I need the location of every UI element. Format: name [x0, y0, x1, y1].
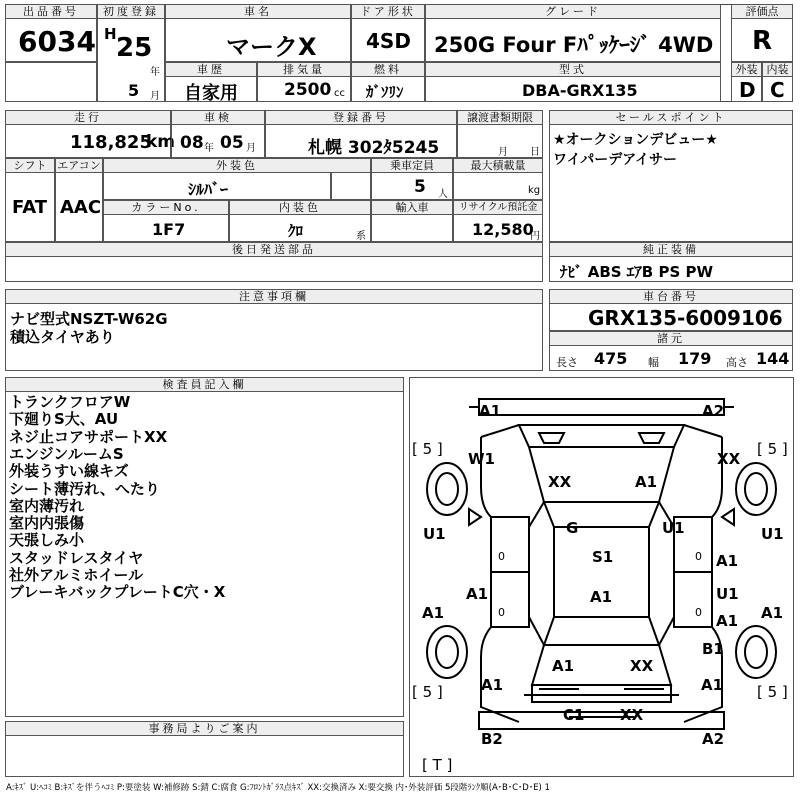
inspector-note-10: スタッドレスタイヤ — [9, 548, 144, 567]
color-no-value: 1F7 — [152, 220, 186, 239]
mark-w1: W1 — [468, 450, 495, 468]
score-cell — [731, 18, 793, 62]
mark-a1-roof: A1 — [590, 588, 613, 606]
dims-header: 諸元 — [549, 331, 793, 346]
score-header: 評価点 — [731, 4, 793, 19]
car-name-value: マークX — [226, 33, 317, 61]
first-reg-header: 初度登録 — [97, 4, 165, 19]
sales-point-cell — [549, 124, 793, 242]
fuel-value: ｶﾞｿﾘﾝ — [366, 83, 404, 101]
ext-score-cell — [731, 76, 762, 102]
inspector-note-8: 室内内張傷 — [9, 514, 85, 533]
shift-cell — [5, 172, 55, 242]
later-parts-header: 後日発送部品 — [5, 242, 543, 257]
chassis-cell — [549, 303, 793, 331]
first-reg-cell — [97, 18, 165, 102]
month-unit: 月 — [150, 91, 160, 102]
car-diagram — [409, 377, 794, 777]
shift-value: FAT — [12, 197, 48, 218]
lot-no-header: 出品番号 — [5, 4, 97, 19]
kg-unit: kg — [528, 185, 541, 196]
mark-xx-trunk: XX — [630, 657, 654, 675]
car-name-cell — [165, 18, 351, 62]
equipment-value: ﾅﾋﾞ ABS ｴｱB PS PW — [560, 263, 714, 281]
ac-cell — [55, 172, 103, 242]
width-label: 幅 — [648, 356, 659, 369]
plate-value: 札幌 302ﾀ5245 — [308, 138, 440, 158]
mark-c1: C1 — [563, 706, 585, 724]
mark-tire-rr: [ 5 ] — [757, 683, 788, 701]
history-value: 自家用 — [184, 83, 238, 104]
mark-a1-rdoor: A1 — [716, 612, 739, 630]
model-type-header: 型式 — [425, 62, 721, 77]
inspector-cell — [5, 391, 404, 717]
capacity-value: 5 — [414, 177, 426, 197]
mark-a1-top-left: A1 — [479, 402, 502, 420]
int-score-header: 内装 — [762, 62, 793, 77]
height-label: 高さ — [726, 356, 748, 369]
mark-zero-l1: 0 — [498, 550, 505, 563]
mileage-value: 118,825 — [70, 132, 152, 153]
mark-zero-r2: 0 — [695, 606, 702, 619]
kei-unit: 系 — [356, 231, 366, 242]
door-header: ドア形状 — [351, 4, 425, 19]
mileage-cell — [5, 124, 176, 158]
mark-xx-fr: XX — [717, 450, 741, 468]
insp-month-unit: 月 — [246, 143, 256, 154]
note-line-1: ナビ型式NSZT-W62G — [10, 310, 168, 328]
door-cell — [351, 18, 425, 62]
history-header: 車歴 — [165, 62, 257, 77]
km-unit: km — [146, 132, 176, 152]
grade-header: グレード — [425, 4, 721, 19]
history-cell — [165, 76, 257, 102]
mark-zero-l2: 0 — [498, 606, 505, 619]
int-color-value: ｸﾛ — [288, 222, 304, 240]
recycle-header: リサイクル預託金 — [453, 200, 543, 215]
fuel-header: 燃料 — [351, 62, 425, 77]
mileage-header: 走行 — [5, 110, 171, 125]
mark-a1-lq: A1 — [481, 676, 504, 694]
month-value: 5 — [128, 81, 140, 100]
width-value: 179 — [678, 349, 712, 368]
sales-point-1: ★オークションデビュー★ — [553, 132, 718, 148]
inspector-note-11: 社外アルミホイール — [9, 566, 144, 584]
mark-a1-rq: A1 — [701, 676, 724, 694]
grade-value: 250G Four Fﾊﾟｯｹｰｼﾞ 4WD — [434, 33, 714, 57]
office-cell — [5, 735, 404, 777]
ext-score-value: D — [739, 78, 756, 102]
lot-no-blank — [5, 62, 97, 102]
inspector-note-5: 外装うすい線キズ — [9, 462, 129, 481]
int-score-cell — [762, 76, 793, 102]
chassis-value: GRX135-6009106 — [588, 306, 783, 330]
mark-u1-mid: U1 — [662, 519, 685, 537]
mark-xx-rear: XX — [620, 706, 644, 724]
transfer-day: 日 — [530, 147, 540, 158]
grade-cell — [425, 18, 721, 62]
mark-u1-rdoor: U1 — [716, 585, 739, 603]
mark-a2-top-right: A2 — [702, 402, 725, 420]
recycle-value: 12,580 — [472, 220, 534, 239]
mark-xx-hood: XX — [548, 473, 572, 491]
transfer-month: 月 — [498, 147, 508, 158]
mark-spare: [ T ] — [422, 756, 453, 774]
legend-text: A:ｷｽﾞ U:ﾍｺﾐ B:ｷｽﾞを伴うﾍｺﾐ P:要塗装 W:補修跡 S:錆 C:腐食 G:ﾌﾛﾝﾄｶﾞﾗｽ点ｷｽﾞ XX:交換済み X:要交換 内･外装評価 5段階ﾗﾝｸ順(A･B･C･D･E) 1 — [6, 783, 550, 793]
max-load-cell — [453, 172, 543, 200]
mark-b1: B1 — [702, 640, 724, 658]
plate-cell — [265, 124, 457, 158]
sales-point-header: セールスポイント — [549, 110, 793, 125]
transfer-header: 譲渡書類期限 — [457, 110, 543, 125]
inspection-header: 車検 — [171, 110, 265, 125]
score-value: R — [752, 26, 773, 56]
inspection-cell — [171, 124, 265, 158]
displacement-value: 2500 — [284, 80, 332, 100]
height-value: 144 — [756, 349, 790, 368]
mark-a1-rrear: A1 — [761, 604, 784, 622]
note-line-2: 積込タイヤあり — [10, 328, 115, 346]
inspector-note-9: 天張しみ小 — [9, 531, 85, 550]
inspector-note-1: トランクフロアW — [9, 393, 131, 411]
color-no-cell — [103, 214, 229, 242]
recycle-cell — [453, 214, 543, 242]
dims-cell — [549, 345, 793, 371]
notes-header: 注意事項欄 — [5, 289, 543, 304]
office-header: 事務局よりご案内 — [5, 721, 404, 736]
displacement-header: 排気量 — [257, 62, 351, 77]
genuine-cell — [549, 256, 793, 282]
int-color-header: 内装色 — [229, 200, 371, 215]
import-cell — [371, 214, 453, 242]
lot-no-value: 6034 — [18, 25, 96, 58]
mark-tire-fr: [ 5 ] — [757, 440, 788, 458]
yen-unit: 円 — [530, 231, 540, 242]
inspector-note-2: 下廻りS大、AU — [9, 410, 119, 429]
fuel-cell — [351, 76, 425, 102]
year-value: 25 — [116, 33, 153, 63]
ext-color-value: ｼﾙﾊﾞｰ — [188, 180, 229, 199]
mark-u1-right: U1 — [761, 525, 784, 543]
cc-unit: cc — [334, 88, 345, 99]
notes-cell — [5, 303, 543, 371]
mark-g: G — [566, 519, 579, 537]
person-unit: 人 — [438, 189, 448, 200]
mark-zero-r1: 0 — [695, 550, 702, 563]
model-type-cell — [425, 76, 721, 102]
inspector-note-3: ネジ止コアサポートXX — [9, 427, 168, 446]
chassis-header: 車台番号 — [549, 289, 793, 304]
inspector-note-7: 室内薄汚れ — [9, 496, 85, 515]
era-value: H — [104, 25, 117, 43]
ext-score-header: 外装 — [731, 62, 762, 77]
model-type-value: DBA-GRX135 — [522, 81, 638, 100]
color-no-header: カラーNo. — [103, 200, 229, 215]
ext-color-header: 外装色 — [103, 158, 371, 173]
mark-tire-fl: [ 5 ] — [412, 440, 443, 458]
inspector-note-4: エンジンルームS — [9, 444, 124, 463]
insp-month-value: 05 — [220, 133, 244, 153]
door-value: 4SD — [366, 29, 411, 53]
ext-color-divider — [330, 172, 332, 200]
mark-a1-hood: A1 — [635, 473, 658, 491]
mark-a1-trunk: A1 — [552, 657, 575, 675]
import-header: 輸入車 — [371, 200, 453, 215]
inspector-note-6: シート薄汚れ、へたり — [9, 479, 160, 498]
year-unit: 年 — [150, 67, 160, 78]
ac-header: エアコン — [55, 158, 103, 173]
mark-u1-left: U1 — [423, 525, 446, 543]
ac-value: AAC — [60, 197, 102, 218]
plate-header: 登録番号 — [265, 110, 457, 125]
capacity-header: 乗車定員 — [371, 158, 453, 173]
int-color-cell — [229, 214, 371, 242]
int-score-value: C — [770, 78, 785, 102]
insp-year-value: 08 — [180, 133, 204, 153]
mark-b2: B2 — [481, 730, 503, 748]
later-parts-cell — [5, 256, 543, 282]
capacity-cell — [371, 172, 453, 200]
max-load-header: 最大積載量 — [453, 158, 543, 173]
shift-header: シフト — [5, 158, 55, 173]
length-value: 475 — [594, 349, 628, 368]
insp-year-unit: 年 — [204, 143, 214, 154]
displacement-cell — [257, 76, 351, 102]
mark-a1-ldoor: A1 — [466, 585, 489, 603]
inspector-note-12: ブレーキバックプレートC穴・X — [9, 583, 226, 602]
sales-point-2: ワイパーデアイサー — [553, 152, 678, 168]
mark-s1: S1 — [592, 548, 614, 566]
genuine-header: 純正装備 — [549, 242, 793, 257]
length-label: 長さ — [556, 356, 578, 369]
inspector-header: 検査員記入欄 — [5, 377, 404, 392]
mark-a2-bottom: A2 — [702, 730, 725, 748]
mark-a1-lrear: A1 — [422, 604, 445, 622]
lot-no-cell — [5, 18, 97, 62]
mark-a1-rfender: A1 — [716, 552, 739, 570]
mark-tire-rl: [ 5 ] — [412, 683, 443, 701]
car-name-header: 車名 — [165, 4, 351, 19]
transfer-cell — [457, 124, 543, 158]
